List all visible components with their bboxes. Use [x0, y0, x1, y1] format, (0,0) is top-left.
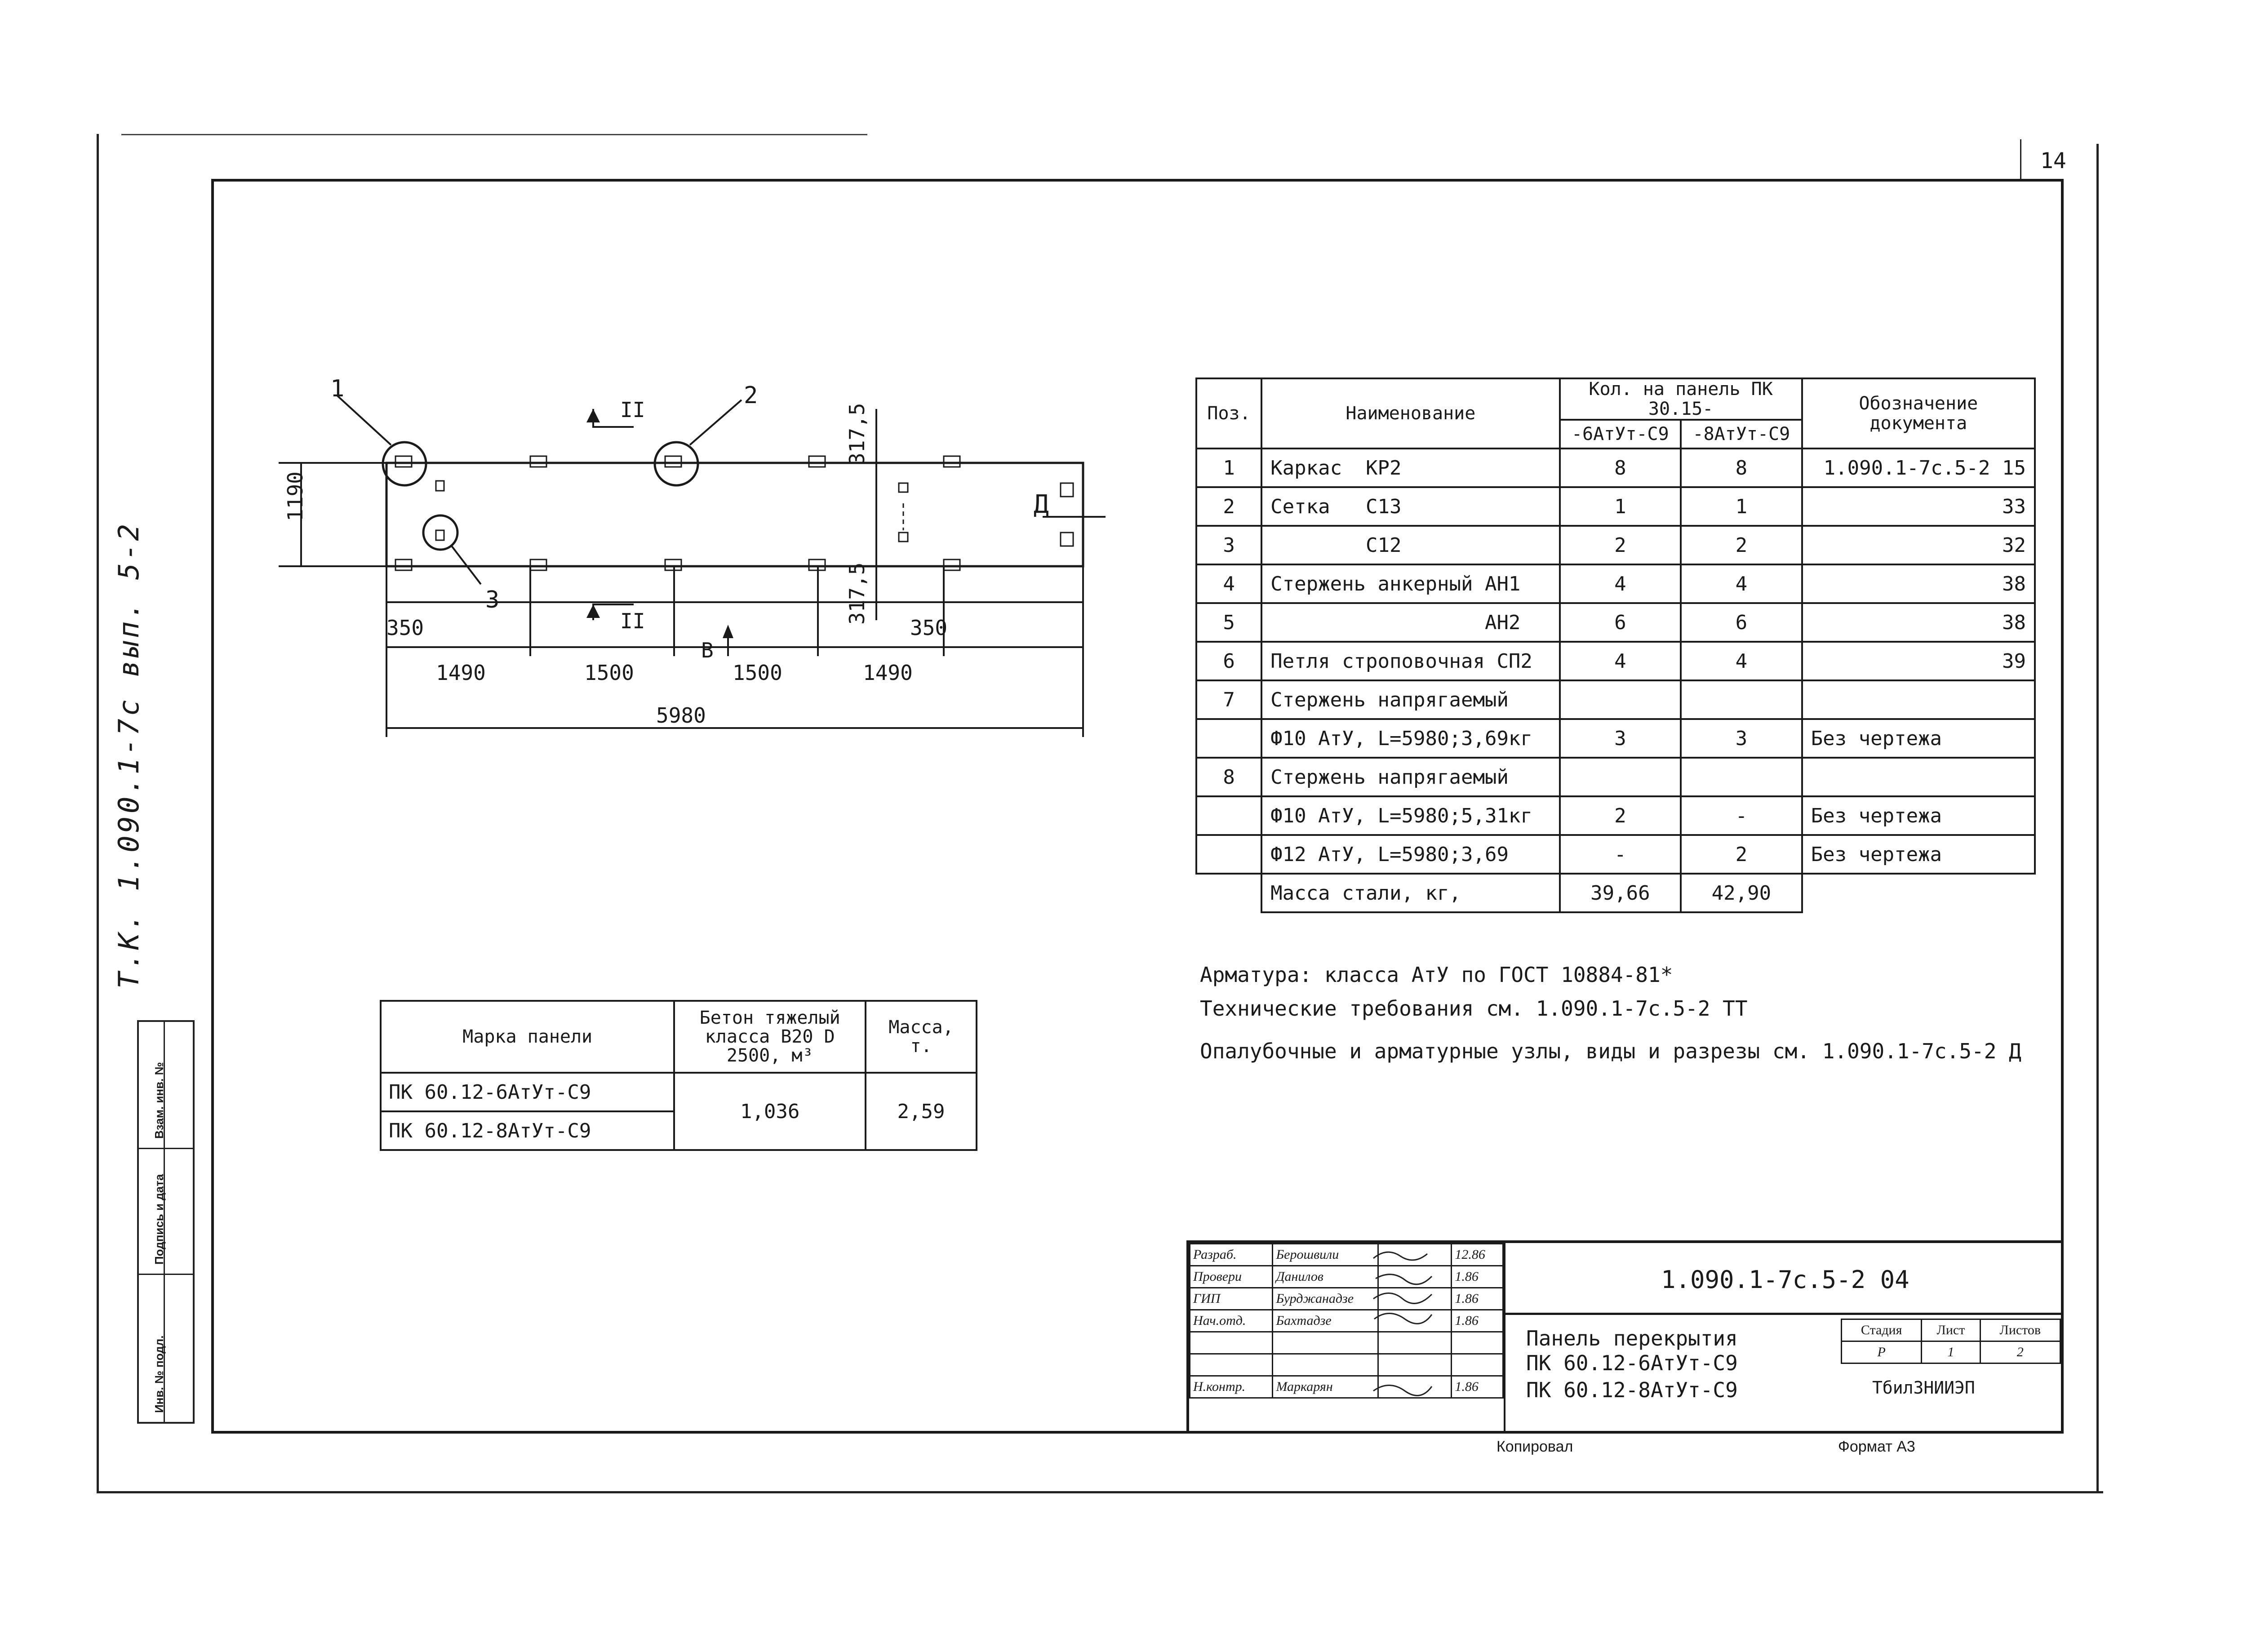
- spec-pos: 1: [1196, 449, 1261, 487]
- format-label: Формат А3: [1838, 1438, 1915, 1455]
- sig-name: Бахтадзе: [1273, 1310, 1378, 1332]
- spec-qty-b: 3: [1681, 719, 1802, 758]
- sig-name: Маркарян: [1273, 1376, 1378, 1398]
- spec-row: [1196, 758, 2035, 796]
- spec-row: [1196, 526, 2035, 564]
- spec-doc: [1802, 758, 2035, 796]
- signature-row: [1190, 1376, 1503, 1398]
- sig-name: Бурджанадзе: [1273, 1288, 1378, 1310]
- spec-name: Ф10 АтУ, L=5980;3,69кг: [1261, 719, 1559, 758]
- marks-header-mass: Масса, т.: [866, 1001, 977, 1073]
- spec-header-qty-a: -6АтУт-С9: [1560, 420, 1681, 449]
- spec-pos: 3: [1196, 526, 1261, 564]
- title-block: [1186, 1240, 2061, 1431]
- spec-pos: 5: [1196, 603, 1261, 642]
- spec-pos: 7: [1196, 680, 1261, 719]
- panel-outline: [386, 463, 1083, 566]
- sig-date: [1452, 1332, 1503, 1354]
- signature-row: [1190, 1266, 1503, 1288]
- spec-pos: [1196, 719, 1261, 758]
- signature-row: [1190, 1332, 1503, 1354]
- spec-row: [1196, 796, 2035, 835]
- spec-doc: 33: [1802, 487, 2035, 526]
- sig-role: Разраб.: [1190, 1244, 1273, 1266]
- spec-qty-b: 2: [1681, 835, 1802, 874]
- sig-date: [1452, 1354, 1503, 1376]
- signature-row: [1190, 1310, 1503, 1332]
- sig-date: 1.86: [1452, 1376, 1503, 1398]
- sig-name: Данилов: [1273, 1266, 1378, 1288]
- spec-pos: [1196, 835, 1261, 874]
- copied-label: Копировал: [1497, 1438, 1573, 1455]
- stamp-label-sign: Подпись и дата: [152, 1174, 166, 1265]
- side-stamp: [137, 1020, 195, 1424]
- spec-name: АН2: [1261, 603, 1559, 642]
- spec-qty-a: 2: [1560, 796, 1681, 835]
- sig-date: 12.86: [1452, 1244, 1503, 1266]
- sheets-value: 2: [1980, 1341, 2060, 1363]
- spec-qty-a: 1: [1560, 487, 1681, 526]
- title-line-1: Панель перекрытия: [1526, 1326, 1738, 1350]
- dim-height: 1190: [283, 471, 307, 521]
- spec-pos: 8: [1196, 758, 1261, 796]
- spec-qty-b: [1681, 680, 1802, 719]
- spec-pos: [1196, 796, 1261, 835]
- sig-name: [1273, 1354, 1378, 1376]
- marks-concrete: 1,036: [674, 1073, 866, 1150]
- spec-row: [1196, 487, 2035, 526]
- document-code: 1.090.1-7с.5-2 04: [1661, 1266, 1910, 1294]
- spec-qty-b: [1681, 758, 1802, 796]
- signature-row: [1190, 1288, 1503, 1310]
- spec-row: [1196, 642, 2035, 680]
- spec-qty-a: -: [1560, 835, 1681, 874]
- marks-mass: 2,59: [866, 1073, 977, 1150]
- sig-date: 1.86: [1452, 1288, 1503, 1310]
- embedded-parts: [395, 456, 1073, 570]
- view-mark-b: В: [701, 638, 714, 662]
- stage-table: [1841, 1319, 2061, 1364]
- note-technical-requirements: Технические требования см. 1.090.1-7с.5-2 ТТ: [1200, 996, 1748, 1021]
- panel-marks-table: [380, 1000, 977, 1151]
- signatures-handwritten: [1369, 1245, 1436, 1398]
- callout-label-2: 2: [744, 382, 758, 409]
- spec-row: [1196, 680, 2035, 719]
- spec-row: [1196, 835, 2035, 874]
- stamp-label-inv: Инв. № подл.: [152, 1335, 166, 1413]
- sig-date: 1.86: [1452, 1310, 1503, 1332]
- spec-mass-row: [1196, 874, 2035, 912]
- spec-name: Ф10 АтУ, L=5980;5,31кг: [1261, 796, 1559, 835]
- spec-qty-b: 6: [1681, 603, 1802, 642]
- spec-qty-a: 4: [1560, 564, 1681, 603]
- spec-name: Сетка С13: [1261, 487, 1559, 526]
- sig-role: Провери: [1190, 1266, 1273, 1288]
- spec-doc: Без чертежа: [1802, 835, 2035, 874]
- sig-role: Нач.отд.: [1190, 1310, 1273, 1332]
- spec-qty-b: 8: [1681, 449, 1802, 487]
- spec-qty-b: -: [1681, 796, 1802, 835]
- signature-row: [1190, 1354, 1503, 1376]
- spec-qty-b: 1: [1681, 487, 1802, 526]
- spec-row: [1196, 719, 2035, 758]
- title-block-signatures: [1189, 1243, 1504, 1399]
- spec-qty-a: 8: [1560, 449, 1681, 487]
- dim-edge-top: 317,5: [845, 403, 869, 465]
- marks-row: [381, 1073, 977, 1111]
- spec-qty-a: 4: [1560, 642, 1681, 680]
- dim-right-end: 350: [910, 616, 948, 640]
- callout-label-3: 3: [485, 586, 500, 613]
- sig-role: [1190, 1332, 1273, 1354]
- spec-doc: [1802, 680, 2035, 719]
- sheet-number: 14: [2040, 148, 2066, 173]
- spec-doc: Без чертежа: [1802, 719, 2035, 758]
- marks-header-concrete: Бетон тяжелый класса В20 D 2500, м³: [674, 1001, 866, 1073]
- spec-doc: 1.090.1-7с.5-2 15: [1802, 449, 2035, 487]
- spec-qty-b: 4: [1681, 642, 1802, 680]
- spec-doc: 38: [1802, 603, 2035, 642]
- spec-doc: 39: [1802, 642, 2035, 680]
- dim-span-4: 1490: [863, 661, 913, 685]
- sig-role: Н.контр.: [1190, 1376, 1273, 1398]
- spec-name: Стержень анкерный АН1: [1261, 564, 1559, 603]
- stage-value: Р: [1842, 1341, 1922, 1363]
- spec-header-pos: Поз.: [1196, 378, 1261, 449]
- dim-span-1: 1490: [436, 661, 486, 685]
- organization: ТбилЗНИИЭП: [1872, 1378, 1975, 1398]
- dim-total: 5980: [656, 703, 706, 728]
- marks-name: ПК 60.12-6АтУт-С9: [381, 1073, 674, 1111]
- title-line-3: ПК 60.12-8АтУт-С9: [1526, 1378, 1738, 1402]
- marks-header-name: Марка панели: [381, 1001, 674, 1073]
- spec-qty-a: [1560, 758, 1681, 796]
- spec-doc: 38: [1802, 564, 2035, 603]
- spec-pos: 2: [1196, 487, 1261, 526]
- sig-name: [1273, 1332, 1378, 1354]
- spec-doc: 32: [1802, 526, 2035, 564]
- note-reinforcement: Арматура: класса АтУ по ГОСТ 10884-81*: [1200, 963, 1673, 987]
- dim-span-3: 1500: [733, 661, 782, 685]
- side-document-code: Т.К. 1.090.1-7с вып. 5-2: [112, 521, 145, 989]
- view-mark-d: Д: [1034, 490, 1049, 519]
- spec-mass-b: 42,90: [1681, 874, 1802, 912]
- marks-name: ПК 60.12-8АтУт-С9: [381, 1111, 674, 1150]
- spec-name: С12: [1261, 526, 1559, 564]
- sheet-value: 1: [1922, 1341, 1980, 1363]
- title-line-2: ПК 60.12-6АтУт-С9: [1526, 1351, 1738, 1375]
- note-formwork-nodes: Опалубочные и арматурные узлы, виды и разрезы см. 1.090.1-7с.5-2 Д: [1200, 1039, 2021, 1063]
- sig-name: Берошвили: [1273, 1244, 1378, 1266]
- spec-qty-b: 2: [1681, 526, 1802, 564]
- spec-name: Ф12 АтУ, L=5980;3,69: [1261, 835, 1559, 874]
- section-mark-bottom: II: [620, 609, 645, 633]
- spec-row: [1196, 603, 2035, 642]
- spec-name: Петля строповочная СП2: [1261, 642, 1559, 680]
- sheet-header: Лист: [1922, 1319, 1980, 1341]
- stamp-label-replace: Взам. инв. №: [152, 1062, 166, 1139]
- sig-role: [1190, 1354, 1273, 1376]
- sheets-header: Листов: [1980, 1319, 2060, 1341]
- spec-header-name: Наименование: [1261, 378, 1559, 449]
- callout-circle-3: [423, 515, 457, 550]
- spec-qty-b: 4: [1681, 564, 1802, 603]
- spec-qty-a: 3: [1560, 719, 1681, 758]
- signature-row: [1190, 1244, 1503, 1266]
- spec-name: Каркас КР2: [1261, 449, 1559, 487]
- outer-frame-right: [2096, 144, 2099, 1492]
- spec-qty-a: [1560, 680, 1681, 719]
- spec-name: Стержень напрягаемый: [1261, 758, 1559, 796]
- callout-label-1: 1: [330, 375, 345, 402]
- spec-header-qty: Кол. на панель ПК 30.15-: [1560, 378, 1802, 420]
- spec-mass-label: Масса стали, кг,: [1261, 874, 1559, 912]
- dim-edge-bottom: 317,5: [845, 562, 869, 625]
- spec-pos: 4: [1196, 564, 1261, 603]
- sig-role: ГИП: [1190, 1288, 1273, 1310]
- spec-row: [1196, 449, 2035, 487]
- spec-header-qty-b: -8АтУт-С9: [1681, 420, 1802, 449]
- section-mark-top: II: [620, 398, 645, 422]
- spec-name: Стержень напрягаемый: [1261, 680, 1559, 719]
- dim-span-2: 1500: [584, 661, 634, 685]
- spec-doc: Без чертежа: [1802, 796, 2035, 835]
- specification-table: [1195, 377, 2036, 913]
- spec-qty-a: 6: [1560, 603, 1681, 642]
- spec-header-doc: Обозначение документа: [1802, 378, 2035, 449]
- sig-date: 1.86: [1452, 1266, 1503, 1288]
- dim-left-end: 350: [386, 616, 424, 640]
- spec-row: [1196, 564, 2035, 603]
- spec-qty-a: 2: [1560, 526, 1681, 564]
- spec-mass-a: 39,66: [1560, 874, 1681, 912]
- spec-pos: 6: [1196, 642, 1261, 680]
- stage-header: Стадия: [1842, 1319, 1922, 1341]
